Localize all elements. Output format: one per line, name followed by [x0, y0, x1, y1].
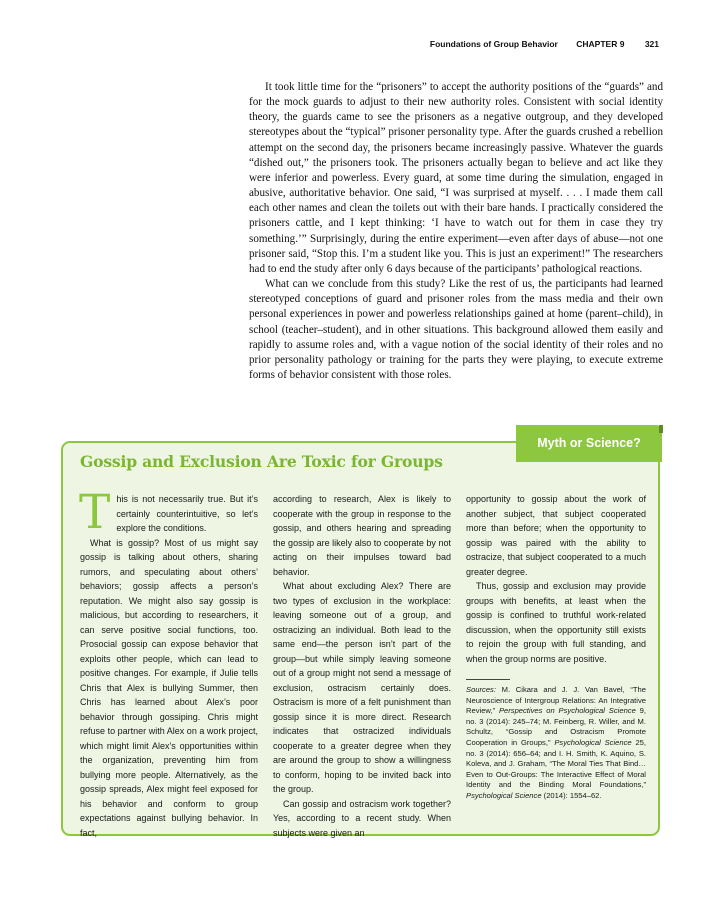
header-chapter: CHAPTER 9 [576, 39, 625, 49]
box-col1-para-2: What is gossip? Most of us might say gossip is talking about others, sharing rumors, and speculating about others’ behaviors; gossip affects a person’s reputation. We might also say gossip is malicious, but according to researchers, it can serve positive social functions, too. Prosocial gossip can expose behavior that exploits other people, which can lead to positive changes. For example, if Julie tells Chris that Alex is bullying Summer, then Chris has learned about Alex’s poor behavior through gossiping. Chris might refuse to partner with Alex on a work project, which might limit Alex’s opportunities within the organization, preventing him from bullying more people. Alternatively, as the gossip spreads, Alex might feel exposed for his behavior and conform to group expectations against bullying behavior. In fact, [80, 537, 258, 838]
body-text [249, 80, 663, 383]
page-number: 321 [644, 39, 659, 49]
box-column-1 [79, 485, 258, 840]
drop-cap: T [79, 485, 111, 540]
header-section-title: Foundations of Group Behavior [429, 39, 558, 49]
box-col3-para-1: opportunity to gossip about the work of another subject, that subject cooperated more than before; when the opportunity to gossip was paired with the ability to ostracize, that subject cooperated to a much greater degree. [466, 494, 646, 577]
box-col2-para-1: according to research, Alex is likely to cooperate with the group in response to the gossip, and others hearing and spreading the gossip are likely also to cooperate by not acting on their impulses toward bad behavior. [273, 494, 451, 577]
tag-fold-decoration [659, 425, 663, 433]
box-col3-para-2: Thus, gossip and exclusion may provide groups with benefits, at least when the gossip is confined to truthful work-related discussion, when the opportunity still exists to rejoin the group with full standing, and when the group norms are positive. [466, 581, 646, 664]
box-col1-para-1: This is not necessarily true. But it’s certainly counterintuitive, so let’s explore the conditions. [79, 485, 258, 540]
body-paragraph-2: What can we conclude from this study? Like the rest of us, the participants had learned stereotyped conceptions of guard and prisoner roles from the mass media and their own personal experiences in power and powerless relationships gained at home (parent–child), in school (teacher–student), and in other situations. This background allowed them easily and rapidly to assume roles and, with a vague notion of the social identity of their roles and no prior personality pathology or training for the parts they were playing, to execute extreme forms of behavior consistent with those roles. [249, 278, 663, 381]
box-col2-para-3: Can gossip and ostracism work together? Yes, according to a recent study. When subjects were given an [273, 798, 451, 838]
box-column-2 [273, 492, 451, 840]
body-paragraph-1: It took little time for the “prisoners” to accept the authority positions of the “guards” and for the mock guards to adjust to their new authority roles. Consistent with social identity theory, the guards came to see the prisoners as a negative outgroup, and they developed stereotypes about the “typical” prisoner personality type. After the guards crushed a rebellion attempt on the second day, the prisoners became increasingly passive. Whatever the guards “dished out,” the prisoners took. The prisoners actually began to believe and act like they were inferior and powerless. Every guard, at some time during the simulation, engaged in abusive, authoritative behavior. One said, “I was surprised at myself. . . . I made them call each other names and clean the toilets out with their bare hands. I practically considered the prisoners cattle, and I kept thinking: ‘I have to watch out for them in case they try something.’” Surprisingly, during the entire experiment—even after days of abuse—not one prisoner said, “Stop this. I’m a student like you. This is just an experiment!” The researchers had to end the study after only 6 days because of the participants’ pathological reactions. [249, 81, 663, 275]
running-header [430, 39, 659, 49]
box-column-3 [466, 492, 646, 802]
box-col2-para-2: What about excluding Alex? There are two types of exclusion in the workplace: leaving someone out of a group, and ostracizing an individual. Both lead to the same end—the person isn’t part of the group—but while simply leaving someone out of a group might not send a message of exclusion, ostracism certainly does. Ostracism is more of a felt punishment than gossip since it is more direct. Research indicates that ostracized individuals cooperate to a greater degree when they are around the group to show a willingness to conform, hoping to be invited back into the group. [273, 581, 451, 794]
sources-divider [466, 679, 510, 680]
myth-or-science-tag: Myth or Science? [516, 425, 662, 462]
sources-note: Sources: M. Cikara and J. J. Van Bavel, “The Neuroscience of Intergroup Relations: An Integrative Review,” Perspectives on Psychological Science 9, no. 3 (2014): 245–74; M. Feinberg, R. Willer, and M. Schultz, “Gossip and Ostracism Promote Cooperation in Groups,” Psychological Science 25, no. 3 (2014): 656–64; and I. H. Smith, K. Aquino, S. Koleva, and J. Graham, “The Moral Ties That Bind…Even to Out-Groups: The Interactive Effect of Moral Identity and the Binding Moral Foundations,” Psychological Science (2014): 1554–62. [466, 685, 646, 800]
box-title: Gossip and Exclusion Are Toxic for Groups [80, 452, 443, 471]
